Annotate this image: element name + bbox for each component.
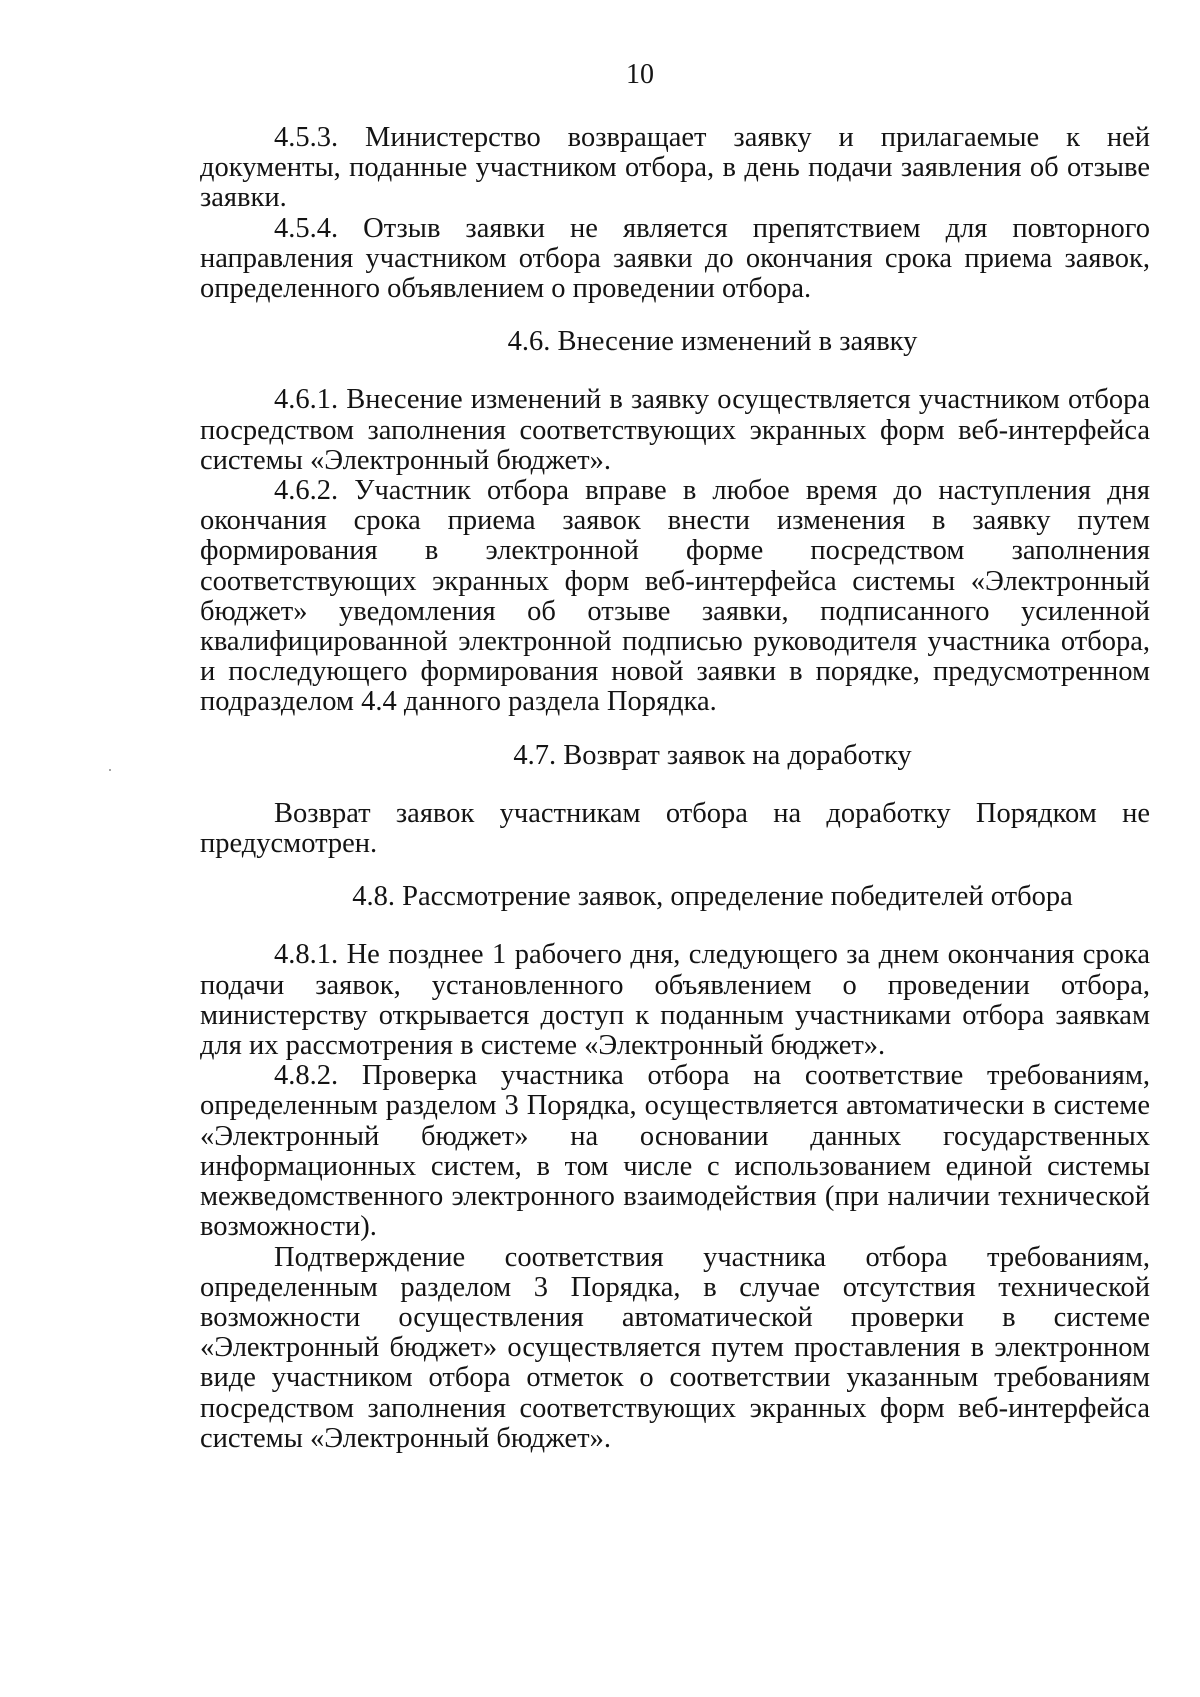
heading-4-7: 4.7. Возврат заявок на доработку	[513, 739, 912, 771]
paragraph-4-8-2-continuation: Подтверждение соответствия участника отбора требованиям, определенным разделом 3 Порядка, в случае отсутствия технической возможности осуществления автоматической проверки в системе «Электронный бюджет» осуществляется путем проставления в электронном виде участником отбора отметок о соответствии указанным требованиям посредством заполнения соответствующих экранных форм веб-интерфейса системы «Электронный бюджет».	[200, 1241, 1150, 1454]
paragraph-4-6-1: 4.6.1. Внесение изменений в заявку осуществляется участником отбора посредством заполнения соответствующих экранных форм веб-интерфейса системы «Электронный бюджет».	[200, 384, 1150, 476]
paragraph-4-7: Возврат заявок участникам отбора на доработку Порядком не предусмотрен.	[200, 797, 1150, 860]
paragraph-4-8-1: 4.8.1. Не позднее 1 рабочего дня, следующего за днем окончания срока подачи заявок, установленного объявлением о проведении отбора, министерству открывается доступ к поданным участниками отбора заявкам для их рассмотрения в системе «Электронный бюджет».	[200, 939, 1150, 1062]
page-number: 10	[626, 59, 654, 90]
paragraph-4-5-4: 4.5.4. Отзыв заявки не является препятствием для повторного направления участником отбора заявки до окончания срока приема заявок, определенного объявлением о проведении отбора.	[200, 212, 1150, 305]
paragraph-4-6-2: 4.6.2. Участник отбора вправе в любое время до наступления дня окончания срока приема заявок внести изменения в заявку путем формирования в электронной форме посредством заполнения соответствующих экранных форм веб-интерфейса системы «Электронный бюджет» уведомления об отзыве заявки, подписанного усиленной квалифицированной электронной подписью руководителя участника отбора, и последующего формирования новой заявки в порядке, предусмотренном подразделом 4.4 данного раздела Порядка.	[200, 475, 1150, 718]
heading-4-6: 4.6. Внесение изменений в заявку	[507, 326, 918, 358]
scan-artifact	[109, 769, 111, 771]
document-body	[200, 123, 1150, 1454]
paragraph-4-5-3: 4.5.3. Министерство возвращает заявку и прилагаемые к ней документы, поданные участником отбора, в день подачи заявления об отзыве заявки.	[200, 122, 1150, 214]
heading-4-8: 4.8. Рассмотрение заявок, определение победителей отбора	[352, 881, 1073, 913]
paragraph-4-8-2: 4.8.2. Проверка участника отбора на соответствие требованиям, определенным разделом 3 Порядка, осуществляется автоматически в системе «Электронный бюджет» на основании данных государственных информационных систем, в том числе с использованием единой системы межведомственного электронного взаимодействия (при наличии технической возможности).	[200, 1060, 1150, 1243]
